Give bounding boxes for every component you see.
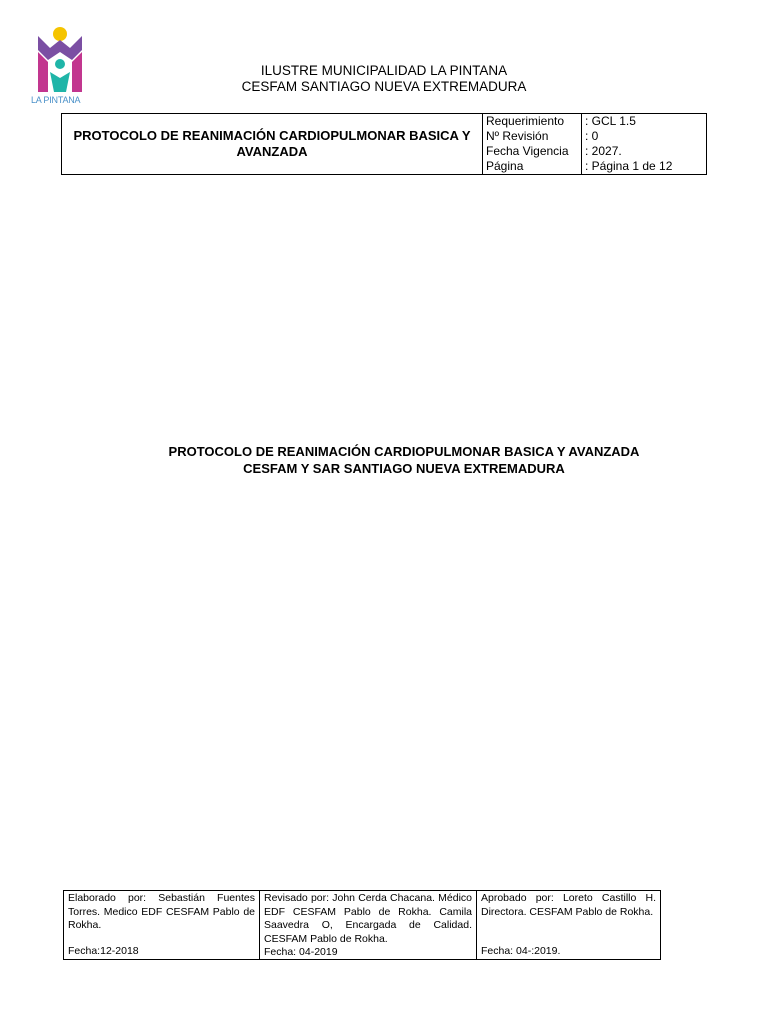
pagina-label: Página xyxy=(486,159,524,173)
institution-header xyxy=(0,63,768,95)
header-labels-cell xyxy=(483,114,582,175)
pagina-value: : Página 1 de 12 xyxy=(585,159,673,173)
main-title-line-2: CESFAM Y SAR SANTIAGO NUEVA EXTREMADURA xyxy=(243,461,565,476)
document-header-table xyxy=(61,113,707,175)
elaborado-fecha: Fecha:12-2018 xyxy=(68,944,139,957)
fecha-vigencia-label: Fecha Vigencia xyxy=(486,144,569,158)
institution-line-2: CESFAM SANTIAGO NUEVA EXTREMADURA xyxy=(241,79,527,94)
revisado-fecha: Fecha: 04-2019 xyxy=(264,946,338,958)
fecha-vigencia-value: : 2027. xyxy=(585,144,622,158)
revisado-text: Revisado por: John Cerda Chacana. Médico EDF CESFAM Pablo de Rokha. Camila Saavedra O, Encargada de Calidad. CESFAM Pablo de Rokha. xyxy=(264,892,472,945)
header-values-cell xyxy=(582,114,707,175)
requerimiento-label: Requerimiento xyxy=(486,114,565,128)
revision-value: : 0 xyxy=(585,129,599,143)
elaborado-cell xyxy=(64,891,260,960)
revision-label: Nº Revisión xyxy=(486,129,549,143)
protocol-title-cell: PROTOCOLO DE REANIMACIÓN CARDIOPULMONAR BASICA Y AVANZADA xyxy=(62,114,483,175)
main-title xyxy=(0,443,768,477)
revisado-cell xyxy=(260,891,477,960)
aprobado-text: Aprobado por: Loreto Castillo H. Directora. CESFAM Pablo de Rokha. xyxy=(481,892,656,918)
logo-text: LA PINTANA xyxy=(31,95,81,105)
approval-footer-table xyxy=(63,890,661,960)
institution-line-1: ILUSTRE MUNICIPALIDAD LA PINTANA xyxy=(260,63,508,78)
elaborado-text: Elaborado por: Sebastián Fuentes Torres. Medico EDF CESFAM Pablo de Rokha. xyxy=(68,892,255,931)
aprobado-fecha: Fecha: 04-:2019. xyxy=(481,944,561,957)
aprobado-cell xyxy=(477,891,661,960)
main-title-line-1: PROTOCOLO DE REANIMACIÓN CARDIOPULMONAR BASICA Y AVANZADA xyxy=(168,444,640,459)
requerimiento-value: : GCL 1.5 xyxy=(585,114,636,128)
